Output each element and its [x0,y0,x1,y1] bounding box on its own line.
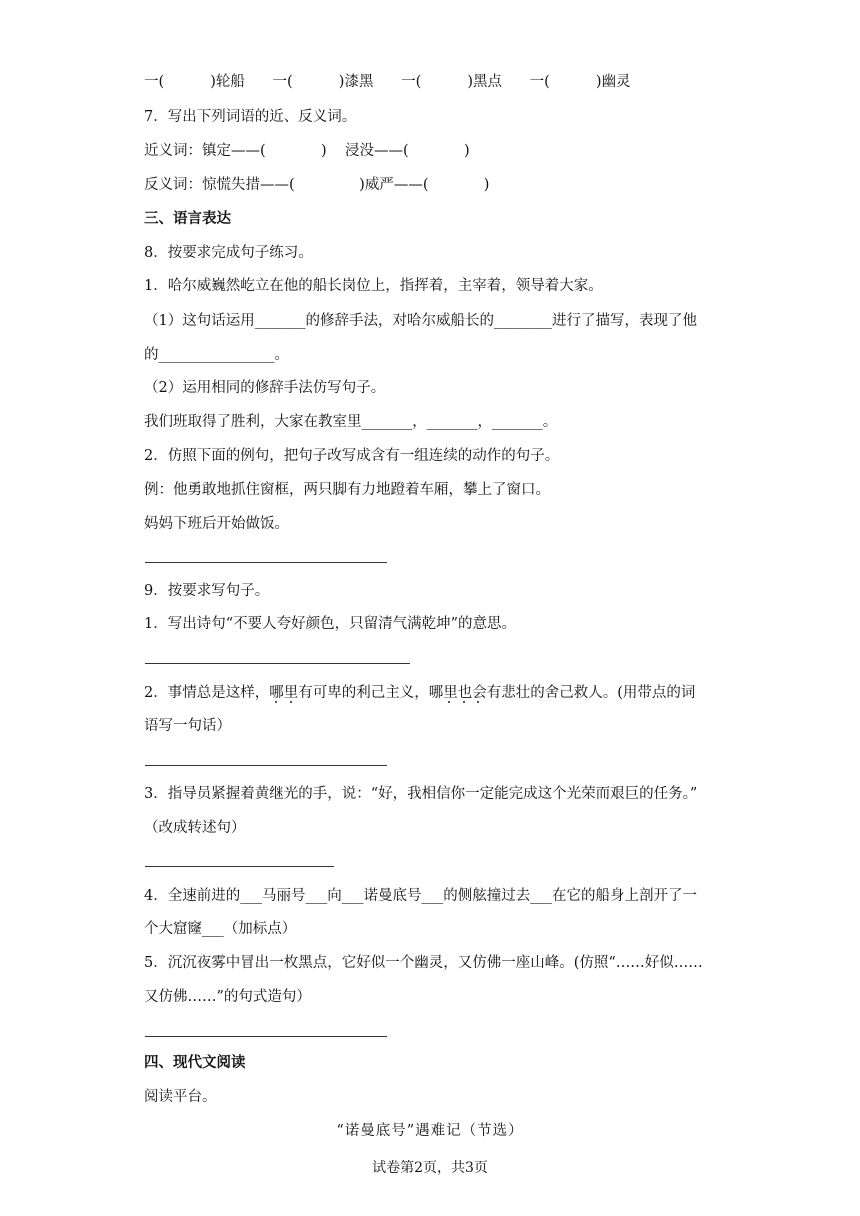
q9-s2-cont: 语写一句话） [144,718,231,734]
q8-title: 8．按要求完成句子练习。 [144,245,313,261]
reading-title: “诺曼底号”遇难记（节选） [336,1123,524,1139]
q8-s1b: （2）运用相同的修辞手法仿写句子。 [144,380,386,396]
q9-s1-answer-line[interactable] [145,663,410,664]
q9-s3-cont: （改成转述句） [144,820,246,836]
q7-synonyms: 近义词：镇定——( ) 浸没——( ) [144,143,470,159]
page-footer: 试卷第2页，共3页 [372,1160,488,1176]
q7-antonyms: 反义词：惊慌失措——( )威严——( ) [144,177,490,193]
emphasis-dot [290,701,292,703]
q8-s2-answer-line[interactable] [145,562,387,563]
q9-s4-cont: 个大窟窿___（加标点） [144,921,297,937]
q9-s3: 3．指导员紧握着黄继光的手，说：“好，我相信你一定能完成这个光荣而艰巨的任务。” [144,786,698,802]
q9-s5: 5．沉沉夜雾中冒出一枚黑点，它好似一个幽灵，又仿佛一座山峰。(仿照“……好似…… [144,955,703,971]
emphasis-dot [477,701,479,703]
reading-platform: 阅读平台。 [144,1089,217,1105]
emphasis-dot [463,701,465,703]
q8-s2: 2．仿照下面的例句，把句子改写成含有一组连续的动作的句子。 [144,448,560,464]
q9-s2-answer-line[interactable] [145,765,387,766]
q9-s5-cont: 又仿佛……”的句式造句） [144,989,311,1005]
q8-s2-task: 妈妈下班后开始做饭。 [144,516,289,532]
q9-s4: 4．全速前进的___马丽号___向___诺曼底号___的侧舷撞过去___在它的船身上剖开了一 [144,888,697,904]
emphasis-dot [275,701,277,703]
q8-s2-example: 例：他勇敢地抓住窗框，两只脚有力地蹬着车厢，攀上了窗口。 [144,482,550,498]
q9-s1: 1．写出诗句“不要人夸好颜色，只留清气满乾坤”的意思。 [144,616,517,632]
section4-heading: 四、现代文阅读 [144,1054,246,1071]
section3-heading: 三、语言表达 [144,210,231,227]
q7-title: 7．写出下列词语的近、反义词。 [144,109,357,125]
q9-s3-answer-line[interactable] [145,866,334,867]
q9-title: 9．按要求写句子。 [144,583,270,599]
q8-s1b-task: 我们班取得了胜利，大家在教室里_______，_______，_______。 [144,414,558,430]
q8-s1a-cont: 的________________。 [144,347,289,363]
emphasis-dot [448,701,450,703]
q9-s2: 2．事情总是这样，哪里有可卑的利己主义，哪里也会有悲壮的舍己救人。(用带点的词 [144,685,696,701]
q6-measure-words: 一( )轮船 一( )漆黑 一( )黑点 一( )幽灵 [144,74,631,90]
q9-s5-answer-line[interactable] [145,1036,387,1037]
q8-s1a: （1）这句话运用_______的修辞手法，对哈尔威船长的________进行了描写，表现了他 [144,313,697,329]
q8-s1: 1．哈尔威巍然屹立在他的船长岗位上，指挥着，主宰着，领导着大家。 [144,278,603,294]
